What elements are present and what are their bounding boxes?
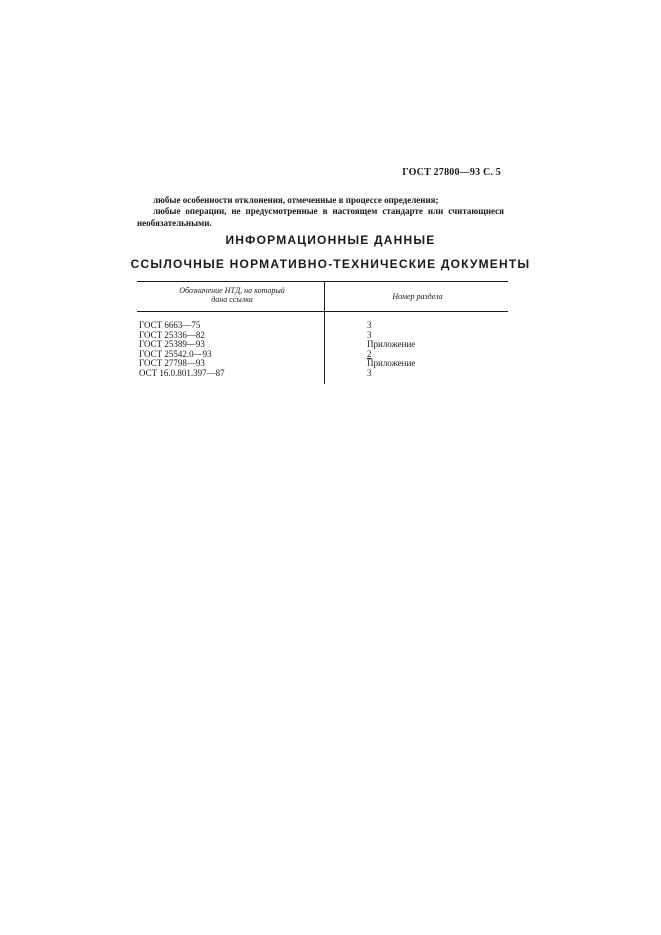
body-paragraph-1: любые особенности отклонения, отмеченные в процессе определения; xyxy=(153,195,439,205)
table-cell-doc: ГОСТ 27798—93 xyxy=(139,358,205,369)
page-header-doc-ref: ГОСТ 27800—93 С. 5 xyxy=(402,167,501,178)
reference-docs-table xyxy=(137,281,508,384)
table-cell-doc: ГОСТ 6663—75 xyxy=(139,320,201,330)
table-cell-section: 3 xyxy=(367,320,372,330)
table-column-sections xyxy=(367,321,507,379)
table-header-doc-line-2: дана ссылка xyxy=(211,295,253,304)
table-cell-section: Приложение xyxy=(367,358,416,369)
table-cell-section: 3 xyxy=(367,329,372,340)
section-title-info-data: ИНФОРМАЦИОННЫЕ ДАННЫЕ xyxy=(225,233,436,247)
table-column-divider xyxy=(324,281,325,384)
table-top-rule xyxy=(137,281,508,282)
table-cell-doc: ГОСТ 25389—93 xyxy=(139,339,205,350)
table-header-doc-line-1: Обозначение НТД, на который xyxy=(179,286,285,295)
table-column-docs xyxy=(139,321,319,379)
body-paragraph-2: любые операции, не предусмотренные в настоящем стандарте или считающиеся необязательными. xyxy=(137,206,504,228)
table-cell-section: 3 xyxy=(367,367,372,378)
table-cell-section: Приложение xyxy=(367,339,416,350)
table-header-rule xyxy=(137,311,508,312)
table-header-doc-designation xyxy=(147,286,317,304)
table-cell-doc: ГОСТ 25336—82 xyxy=(139,329,205,340)
table-cell-section: 2 xyxy=(367,348,372,359)
table-header-section-number: Номер раздела xyxy=(392,292,443,301)
table-cell-doc: ГОСТ 25542.0—93 xyxy=(139,348,212,359)
table-cell-doc: ОСТ 16.0.801.397—87 xyxy=(139,367,225,378)
section-title-reference-docs: ССЫЛОЧНЫЕ НОРМАТИВНО-ТЕХНИЧЕСКИЕ ДОКУМЕНТЫ xyxy=(130,257,531,271)
